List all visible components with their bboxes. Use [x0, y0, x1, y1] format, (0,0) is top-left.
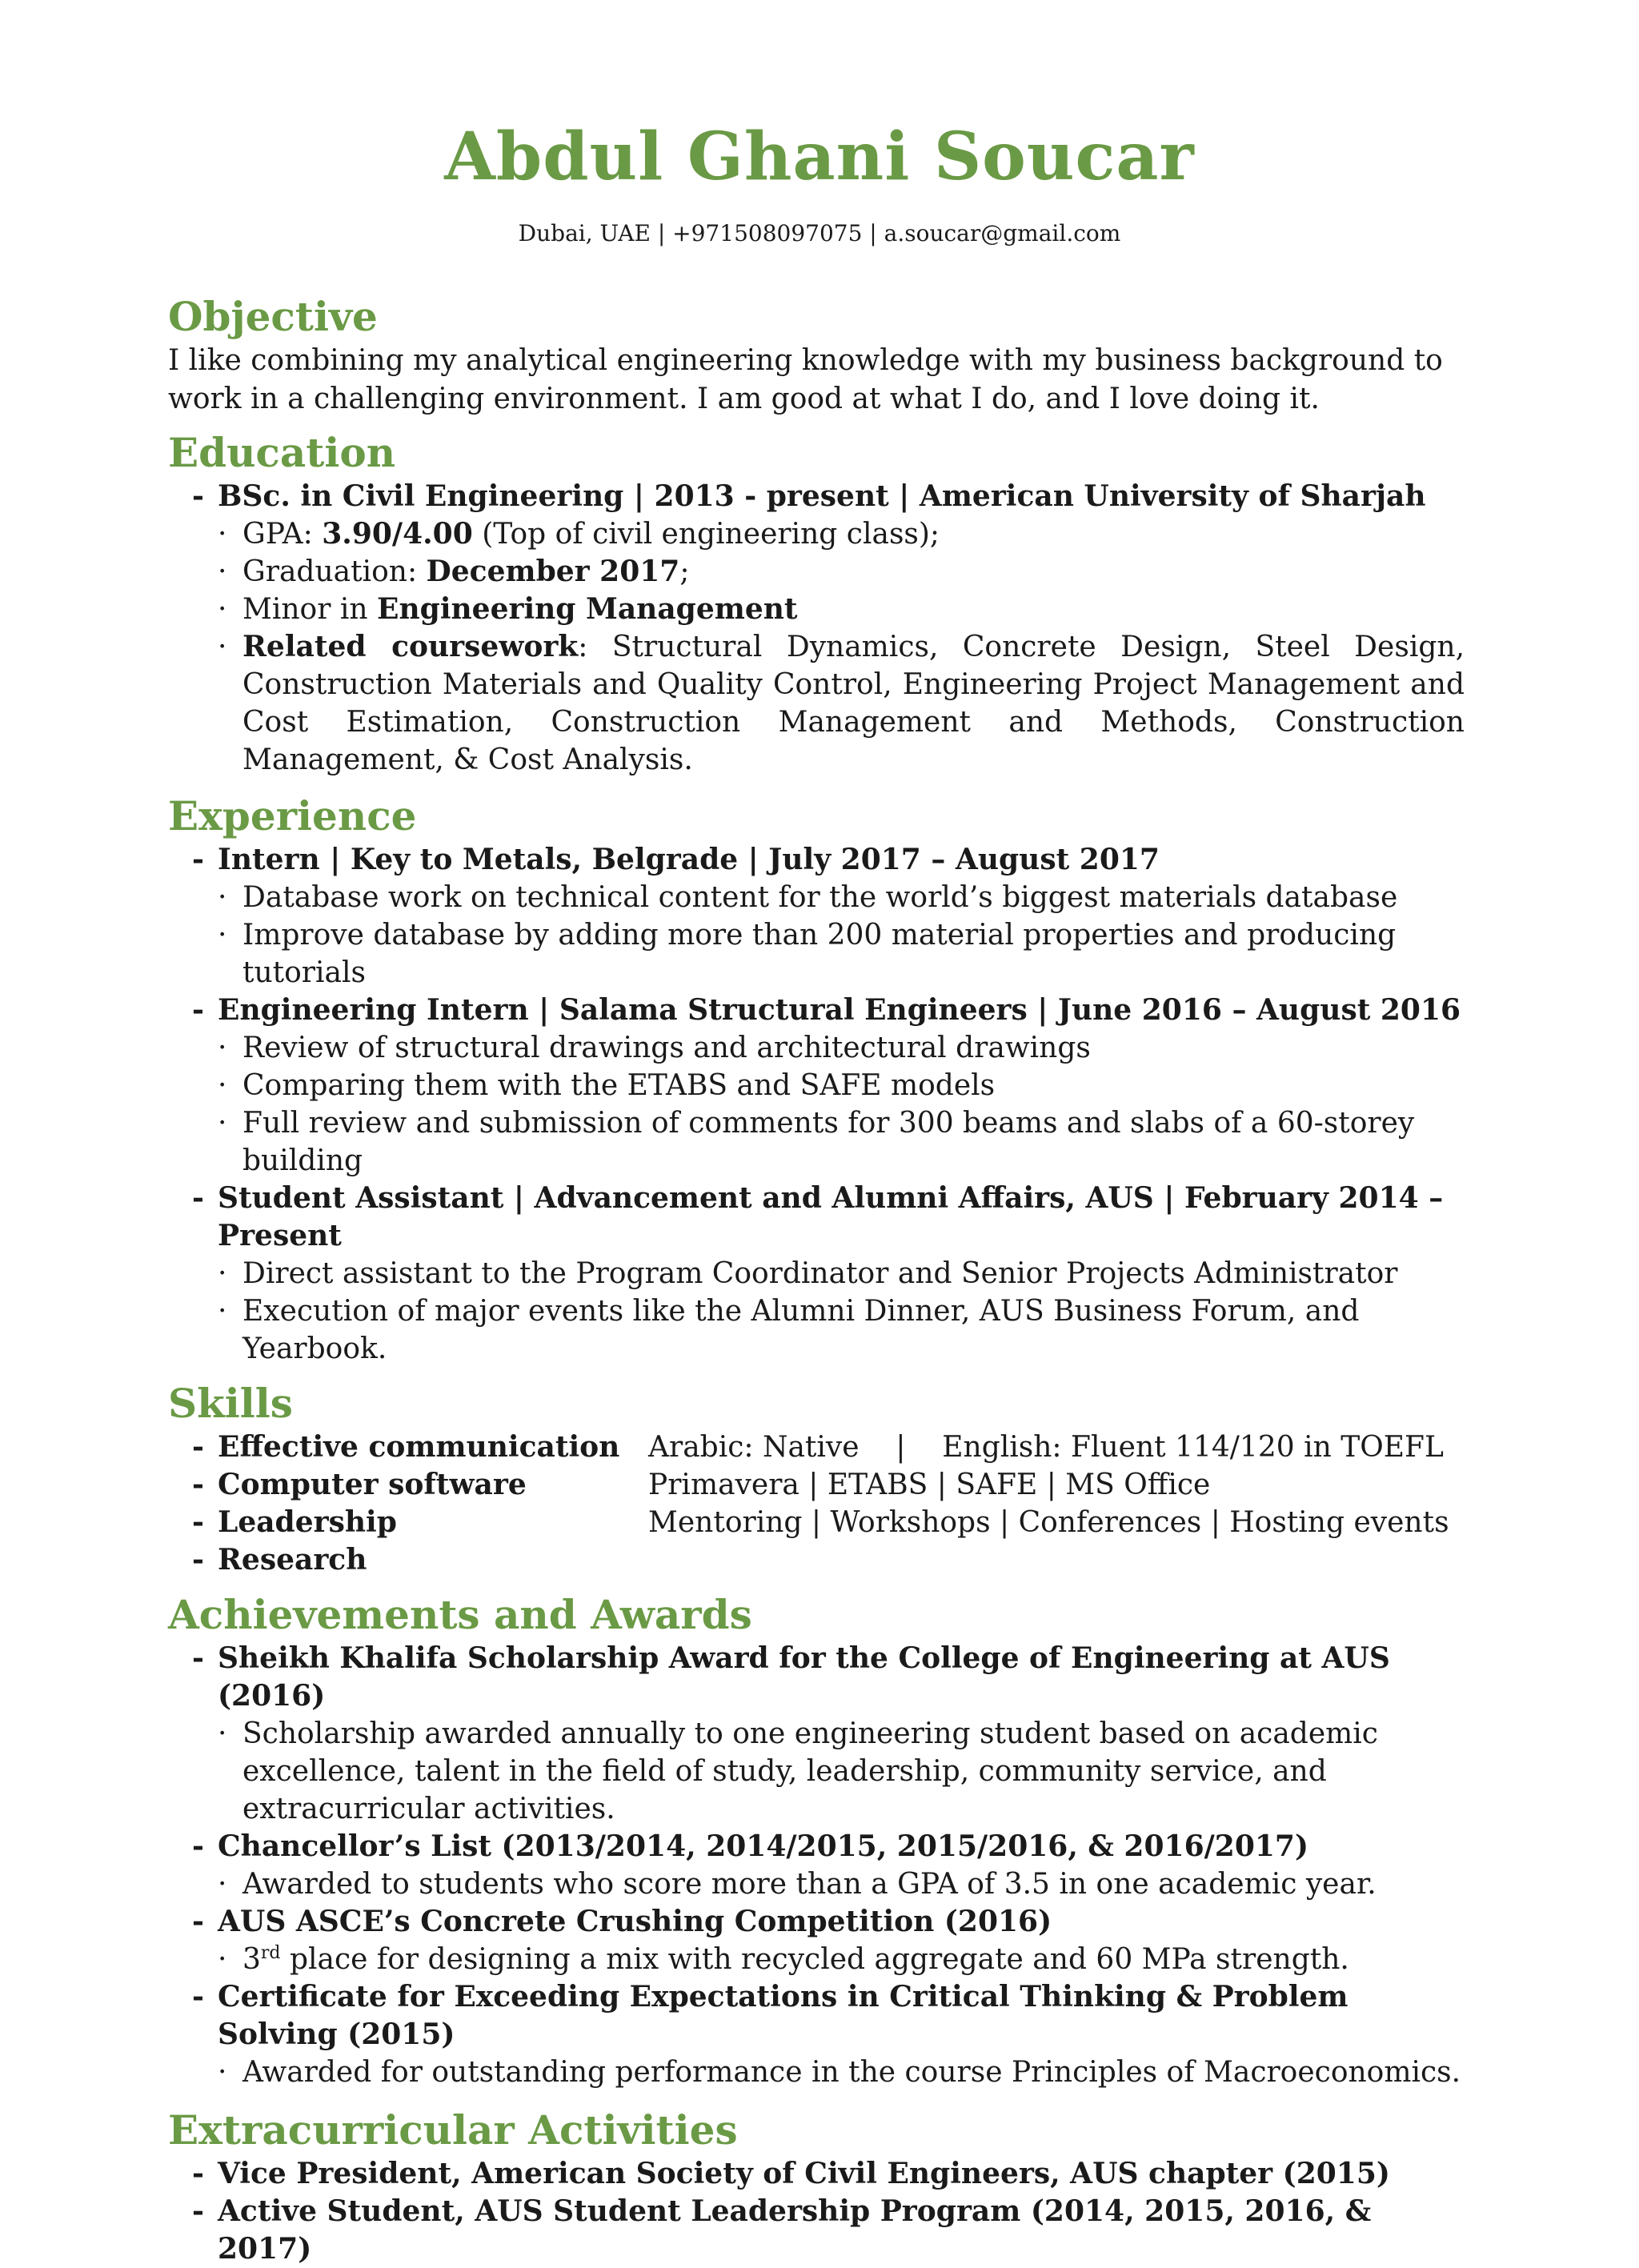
education-degree: - BSc. in Civil Engineering | 2013 - present | American University of Sharjah — [168, 478, 1465, 515]
graduation-end: ; — [679, 555, 690, 588]
job-heading: - Intern | Key to Metals, Belgrade | July 2017 – August 2017 — [168, 841, 1465, 879]
award-point-text: place for designing a mix with recycled aggregate and 60 MPa strength. — [280, 1943, 1349, 1976]
award-heading: - Chancellor’s List (2013/2014, 2014/2015, 2015/2016, & 2016/2017) — [168, 1828, 1465, 1865]
graduation-label: Graduation: — [242, 555, 427, 588]
job-point: · Comparing them with the ETABS and SAFE models — [168, 1067, 1465, 1104]
minor-label: Minor in — [242, 593, 378, 626]
minor-value: Engineering Management — [377, 592, 798, 626]
job-point: · Improve database by adding more than 200 material properties and producing tutorials — [168, 916, 1465, 992]
skill-name: - Leadership — [218, 1505, 397, 1539]
job-point: · Direct assistant to the Program Coordinator and Senior Projects Administrator — [168, 1255, 1465, 1292]
coursework-text: : Structural Dynamics, Concrete Design, Steel Design, Construction Materials and Quality Control, Engineering Project Management and Cost Estimation, Construction Management and Methods, Construction Management, & Cost Analysis. — [242, 631, 1465, 776]
award-point: · Awarded for outstanding performance in the course Principles of Macroeconomics. — [168, 2054, 1465, 2091]
resume-content — [168, 284, 1465, 2268]
skill-detail: Mentoring | Workshops | Conferences | Hosting events — [648, 1506, 1449, 1539]
objective-heading: Objective — [168, 293, 378, 340]
gpa-label: GPA: — [242, 518, 323, 551]
contact-line: Dubai, UAE | +971508097075 | a.soucar@gmail.com — [518, 220, 1121, 246]
extracurricular-section — [168, 2106, 1465, 2268]
job-heading: - Student Assistant | Advancement and Alumni Affairs, AUS | February 2014 – Present — [168, 1180, 1465, 1255]
job-point: · Full review and submission of comments for 300 beams and slabs of a 60-storey building — [168, 1104, 1465, 1180]
skill-name: - Effective communication — [218, 1430, 620, 1464]
skill-row — [168, 1541, 1465, 1579]
achievements-section — [168, 1590, 1465, 2091]
activity-item: - Active Student, AUS Student Leadership Program (2014, 2015, 2016, & 2017) — [168, 2193, 1465, 2268]
job-heading: - Engineering Intern | Salama Structural Engineers | June 2016 – August 2016 — [168, 992, 1465, 1029]
education-section — [168, 428, 1465, 779]
skill-detail: Arabic: Native | English: Fluent 114/120 in TOEFL — [648, 1431, 1444, 1464]
award-heading: - AUS ASCE’s Concrete Crushing Competition (2016) — [168, 1903, 1465, 1941]
extracurricular-heading: Extracurricular Activities — [168, 2106, 738, 2154]
job-point: · Execution of major events like the Alumni Dinner, AUS Business Forum, and Yearbook. — [168, 1292, 1465, 1368]
objective-text: I like combining my analytical engineering knowledge with my business background to work in a challenging environment. I am good at what I do, and I love doing it. — [168, 344, 1443, 415]
candidate-name: Abdul Ghani Soucar — [444, 118, 1195, 195]
objective-section — [168, 292, 1465, 419]
education-minor — [168, 591, 1465, 628]
skill-name: - Research — [218, 1543, 367, 1577]
job-point: · Database work on technical content for the world’s biggest materials database — [168, 879, 1465, 916]
award-point: · Scholarship awarded annually to one engineering student based on academic excellence, talent in the field of study, leadership, community service, and extracurricular activities. — [168, 1715, 1465, 1828]
skill-row — [168, 1429, 1465, 1466]
award-heading: - Certificate for Exceeding Expectations in Critical Thinking & Problem Solving (2015) — [168, 1978, 1465, 2054]
award-place-number: 3 — [242, 1943, 261, 1976]
award-heading: - Sheikh Khalifa Scholarship Award for the College of Engineering at AUS (2016) — [168, 1640, 1465, 1715]
skill-row — [168, 1466, 1465, 1504]
skills-heading: Skills — [168, 1380, 293, 1427]
job-point: · Review of structural drawings and architectural drawings — [168, 1029, 1465, 1067]
experience-heading: Experience — [168, 792, 417, 839]
achievements-heading: Achievements and Awards — [168, 1591, 752, 1638]
experience-section — [168, 791, 1465, 1368]
gpa-value: 3.90/4.00 — [322, 517, 473, 551]
skill-detail: Primavera | ETABS | SAFE | MS Office — [648, 1469, 1211, 1501]
gpa-note: (Top of civil engineering class); — [472, 518, 940, 551]
skills-section — [168, 1379, 1465, 1579]
award-place-suffix: rd — [260, 1943, 281, 1963]
award-point: · Awarded to students who score more than a GPA of 3.5 in one academic year. — [168, 1865, 1465, 1903]
award-point — [168, 1941, 1465, 1978]
activity-item: - Vice President, American Society of Civil Engineers, AUS chapter (2015) — [168, 2155, 1465, 2193]
education-gpa — [168, 515, 1465, 553]
education-graduation — [168, 553, 1465, 591]
graduation-value: December 2017 — [426, 555, 680, 588]
coursework-label: Related coursework — [242, 630, 579, 663]
education-heading: Education — [168, 429, 396, 476]
skill-row — [168, 1504, 1465, 1541]
skill-name: - Computer software — [218, 1468, 527, 1501]
education-coursework — [168, 628, 1465, 779]
